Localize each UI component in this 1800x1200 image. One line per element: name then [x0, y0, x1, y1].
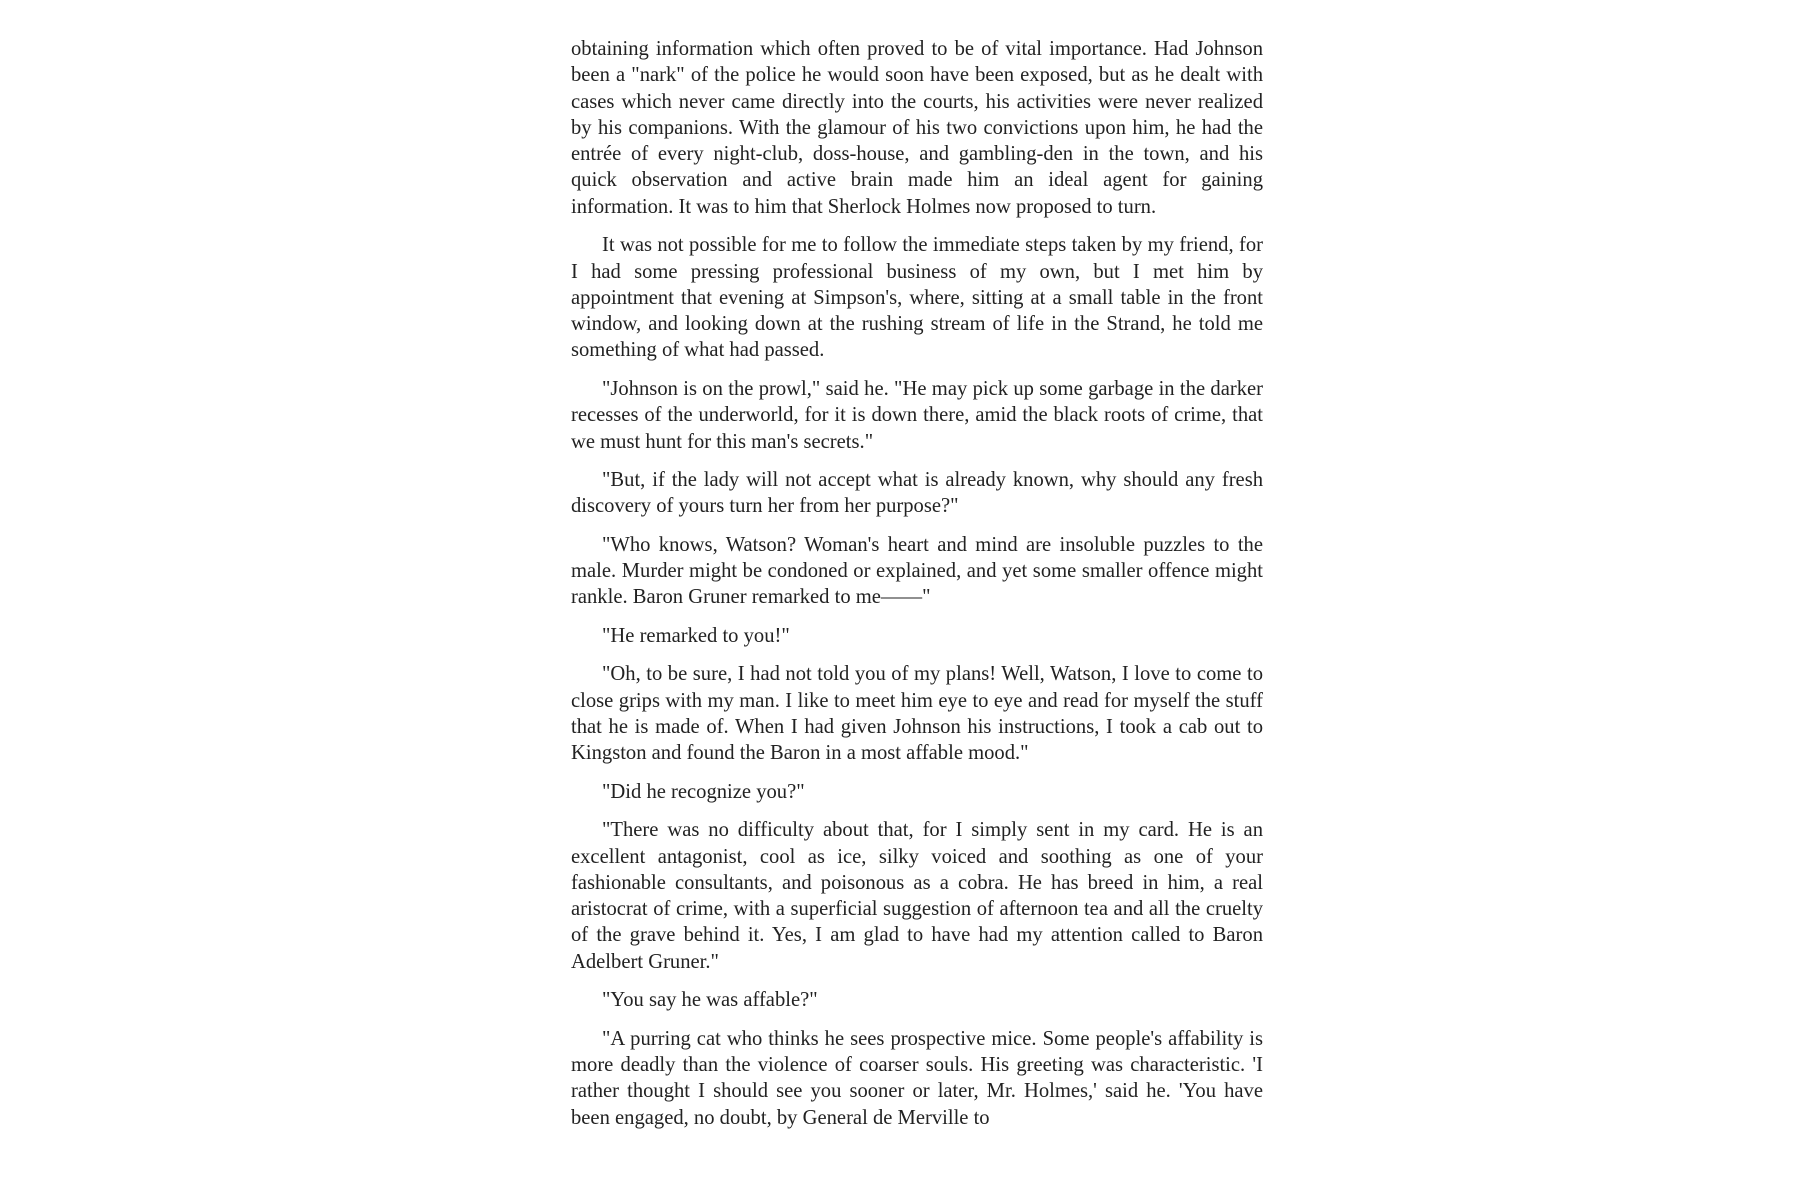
- paragraph-6: "He remarked to you!": [602, 624, 790, 647]
- paragraph-3: "Johnson is on the prowl," said he. "He may pick up some garbage in the darker recesses of the underworld, for it is down there, amid the black roots of crime, that we must hunt for this man's secrets.": [571, 377, 1263, 453]
- book-text-column: [571, 36, 1263, 1150]
- paragraph-7: "Oh, to be sure, I had not told you of my plans! Well, Watson, I love to come to close grips with my man. I like to meet him eye to eye and read for myself the stuff that he is made of. When I had given Johnson his instructions, I took a cab out to Kingston and found the Baron in a most affable mood.": [571, 663, 1263, 765]
- paragraph-11: "A purring cat who thinks he sees prospective mice. Some people's affability is more deadly than the violence of coarser souls. His greeting was characteristic. 'I rather thought I should see you sooner or later, Mr. Holmes,' said he. 'You have been engaged, no doubt, by General de Merville to: [571, 1027, 1263, 1129]
- paragraph-1: obtaining information which often proved to be of vital importance. Had Johnson been a "nark" of the police he would soon have been exposed, but as he dealt with cases which never came directly into the courts, his activities were never realized by his companions. With the glamour of his two convictions upon him, he had the entrée of every night-club, doss-house, and gambling-den in the town, and his quick observation and active brain made him an ideal agent for gaining information. It was to him that Sherlock Holmes now proposed to turn.: [571, 38, 1263, 218]
- paragraph-10: "You say he was affable?": [602, 989, 818, 1012]
- paragraph-9: "There was no difficulty about that, for I simply sent in my card. He is an excellent antagonist, cool as ice, silky voiced and soothing as one of your fashionable consultants, and poisonous as a cobra. He has breed in him, a real aristocrat of crime, with a superficial suggestion of afternoon tea and all the cruelty of the grave behind it. Yes, I am glad to have had my attention called to Baron Adelbert Gruner.": [571, 819, 1263, 973]
- paragraph-8: "Did he recognize you?": [602, 780, 805, 803]
- paragraph-4: "But, if the lady will not accept what is already known, why should any fresh discovery of yours turn her from her purpose?": [571, 469, 1263, 518]
- paragraph-5: "Who knows, Watson? Woman's heart and mind are insoluble puzzles to the male. Murder might be condoned or explained, and yet some smaller offence might rankle. Baron Gruner remarked to me——": [571, 533, 1263, 609]
- paragraph-2: It was not possible for me to follow the immediate steps taken by my friend, for I had some pressing professional business of my own, but I met him by appointment that evening at Simpson's, where, sitting at a small table in the front window, and looking down at the rushing stream of life in the Strand, he told me something of what had passed.: [571, 234, 1263, 362]
